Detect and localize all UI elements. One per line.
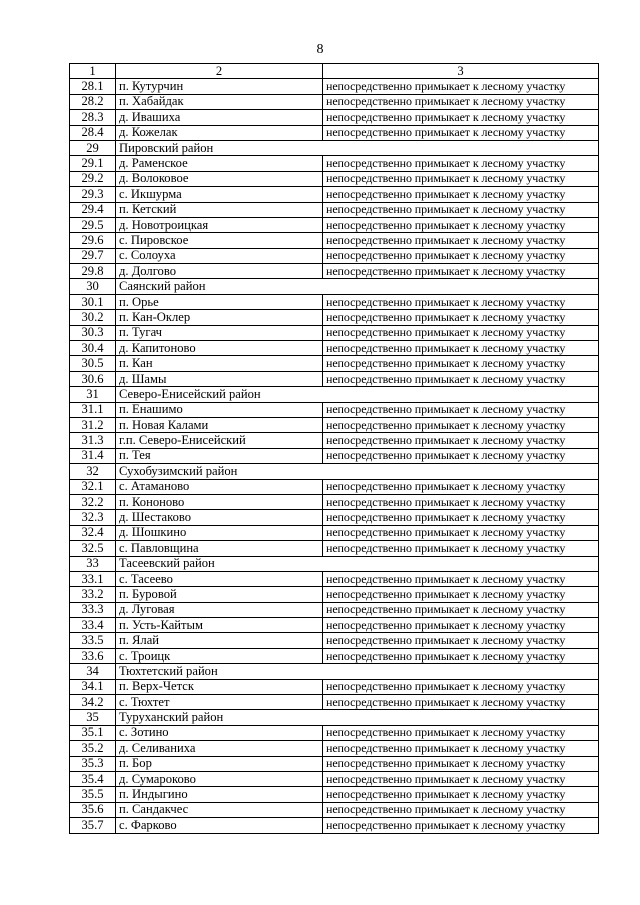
row-number: 29.3 xyxy=(70,187,116,202)
settlement-name: г.п. Северо-Енисейский xyxy=(116,433,323,448)
row-number: 30.5 xyxy=(70,356,116,371)
settlement-name: с. Тасеево xyxy=(116,571,323,586)
row-number: 31.3 xyxy=(70,433,116,448)
settlement-note: непосредственно примыкает к лесному участку xyxy=(323,633,599,648)
row-number: 28.2 xyxy=(70,94,116,109)
settlement-name: с. Павловщина xyxy=(116,541,323,556)
row-number: 35.4 xyxy=(70,771,116,786)
district-name: Тасеевский район xyxy=(116,556,599,571)
settlement-note: непосредственно примыкает к лесному участку xyxy=(323,648,599,663)
table-row xyxy=(70,787,599,802)
row-number: 31.4 xyxy=(70,448,116,463)
settlement-name: п. Енашимо xyxy=(116,402,323,417)
settlement-name: п. Кононово xyxy=(116,494,323,509)
row-number: 33 xyxy=(70,556,116,571)
table-row xyxy=(70,341,599,356)
settlement-note: непосредственно примыкает к лесному участку xyxy=(323,187,599,202)
row-number: 34.1 xyxy=(70,679,116,694)
settlement-name: п. Кутурчин xyxy=(116,79,323,94)
settlement-note: непосредственно примыкает к лесному участку xyxy=(323,602,599,617)
settlement-name: д. Селиваниха xyxy=(116,741,323,756)
settlement-note: непосредственно примыкает к лесному участку xyxy=(323,217,599,232)
row-number: 30.3 xyxy=(70,325,116,340)
settlement-note: непосредственно примыкает к лесному участку xyxy=(323,248,599,263)
settlement-name: д. Долгово xyxy=(116,264,323,279)
header-col-1: 1 xyxy=(70,64,116,79)
settlement-name: с. Троицк xyxy=(116,648,323,663)
settlement-note: непосредственно примыкает к лесному участку xyxy=(323,233,599,248)
table-row xyxy=(70,602,599,617)
settlement-note: непосредственно примыкает к лесному участку xyxy=(323,125,599,140)
row-number: 32.3 xyxy=(70,510,116,525)
table-row xyxy=(70,618,599,633)
table-row xyxy=(70,494,599,509)
table-row xyxy=(70,695,599,710)
settlement-name: п. Усть-Кайтым xyxy=(116,618,323,633)
table-row xyxy=(70,110,599,125)
table-row xyxy=(70,79,599,94)
settlement-name: д. Шестаково xyxy=(116,510,323,525)
header-col-3: 3 xyxy=(323,64,599,79)
table-row xyxy=(70,587,599,602)
table-row xyxy=(70,433,599,448)
settlement-name: п. Хабайдак xyxy=(116,94,323,109)
table-row xyxy=(70,156,599,171)
row-number: 33.1 xyxy=(70,571,116,586)
table-header-row xyxy=(70,64,599,79)
settlement-name: с. Атаманово xyxy=(116,479,323,494)
row-number: 35 xyxy=(70,710,116,725)
settlement-note: непосредственно примыкает к лесному участку xyxy=(323,510,599,525)
table-row xyxy=(70,233,599,248)
table-row xyxy=(70,402,599,417)
row-number: 34 xyxy=(70,664,116,679)
settlement-name: с. Тюхтет xyxy=(116,695,323,710)
settlement-note: непосредственно примыкает к лесному участку xyxy=(323,587,599,602)
row-number: 29.7 xyxy=(70,248,116,263)
settlement-name: п. Новая Калами xyxy=(116,417,323,432)
row-number: 35.7 xyxy=(70,818,116,833)
settlement-name: с. Пировское xyxy=(116,233,323,248)
district-row xyxy=(70,387,599,402)
settlement-name: с. Фарково xyxy=(116,818,323,833)
table-row xyxy=(70,756,599,771)
row-number: 33.2 xyxy=(70,587,116,602)
row-number: 35.1 xyxy=(70,725,116,740)
settlement-note: непосредственно примыкает к лесному участку xyxy=(323,787,599,802)
settlement-note: непосредственно примыкает к лесному участку xyxy=(323,110,599,125)
settlement-note: непосредственно примыкает к лесному участку xyxy=(323,325,599,340)
district-row xyxy=(70,140,599,155)
row-number: 29.6 xyxy=(70,233,116,248)
settlement-note: непосредственно примыкает к лесному участку xyxy=(323,618,599,633)
table-row xyxy=(70,818,599,833)
settlement-note: непосредственно примыкает к лесному участку xyxy=(323,433,599,448)
district-name: Сухобузимский район xyxy=(116,464,599,479)
row-number: 30 xyxy=(70,279,116,294)
row-number: 29.2 xyxy=(70,171,116,186)
row-number: 33.3 xyxy=(70,602,116,617)
row-number: 33.6 xyxy=(70,648,116,663)
district-row xyxy=(70,556,599,571)
table-row xyxy=(70,171,599,186)
row-number: 35.5 xyxy=(70,787,116,802)
row-number: 30.6 xyxy=(70,371,116,386)
settlement-note: непосредственно примыкает к лесному участку xyxy=(323,171,599,186)
table-row xyxy=(70,325,599,340)
settlement-name: п. Сандакчес xyxy=(116,802,323,817)
table-row xyxy=(70,371,599,386)
settlement-name: д. Шошкино xyxy=(116,525,323,540)
table-row xyxy=(70,448,599,463)
row-number: 32.1 xyxy=(70,479,116,494)
district-row xyxy=(70,710,599,725)
settlement-note: непосредственно примыкает к лесному участку xyxy=(323,725,599,740)
settlement-name: с. Зотино xyxy=(116,725,323,740)
table-row xyxy=(70,725,599,740)
settlement-name: п. Кетский xyxy=(116,202,323,217)
settlement-name: п. Индыгино xyxy=(116,787,323,802)
district-name: Тюхтетский район xyxy=(116,664,599,679)
header-col-2: 2 xyxy=(116,64,323,79)
settlement-name: д. Новотроицкая xyxy=(116,217,323,232)
table-row xyxy=(70,633,599,648)
district-name: Северо-Енисейский район xyxy=(116,387,599,402)
settlement-name: п. Кан xyxy=(116,356,323,371)
row-number: 31.1 xyxy=(70,402,116,417)
table-row xyxy=(70,802,599,817)
settlement-name: с. Икшурма xyxy=(116,187,323,202)
settlement-note: непосредственно примыкает к лесному участку xyxy=(323,679,599,694)
settlement-note: непосредственно примыкает к лесному участку xyxy=(323,571,599,586)
settlement-note: непосредственно примыкает к лесному участку xyxy=(323,356,599,371)
settlement-note: непосредственно примыкает к лесному участку xyxy=(323,79,599,94)
row-number: 29.8 xyxy=(70,264,116,279)
settlement-note: непосредственно примыкает к лесному участку xyxy=(323,818,599,833)
settlement-note: непосредственно примыкает к лесному участку xyxy=(323,541,599,556)
settlement-name: д. Раменское xyxy=(116,156,323,171)
settlement-name: п. Ялай xyxy=(116,633,323,648)
table-row xyxy=(70,248,599,263)
settlement-name: п. Кан-Оклер xyxy=(116,310,323,325)
table-row xyxy=(70,541,599,556)
row-number: 33.4 xyxy=(70,618,116,633)
settlement-note: непосредственно примыкает к лесному участку xyxy=(323,341,599,356)
settlement-name: д. Луговая xyxy=(116,602,323,617)
table-row xyxy=(70,125,599,140)
settlement-note: непосредственно примыкает к лесному участку xyxy=(323,695,599,710)
settlement-name: п. Бор xyxy=(116,756,323,771)
table-row xyxy=(70,525,599,540)
row-number: 34.2 xyxy=(70,695,116,710)
row-number: 28.4 xyxy=(70,125,116,140)
table-row xyxy=(70,679,599,694)
row-number: 29.4 xyxy=(70,202,116,217)
settlement-note: непосредственно примыкает к лесному участку xyxy=(323,771,599,786)
district-row xyxy=(70,464,599,479)
settlement-note: непосредственно примыкает к лесному участку xyxy=(323,525,599,540)
settlement-name: д. Ивашиха xyxy=(116,110,323,125)
settlements-table xyxy=(69,63,599,834)
table-row xyxy=(70,417,599,432)
settlement-note: непосредственно примыкает к лесному участку xyxy=(323,494,599,509)
settlement-name: д. Шамы xyxy=(116,371,323,386)
table-row xyxy=(70,217,599,232)
settlement-note: непосредственно примыкает к лесному участку xyxy=(323,802,599,817)
row-number: 30.2 xyxy=(70,310,116,325)
table-row xyxy=(70,571,599,586)
settlement-note: непосредственно примыкает к лесному участку xyxy=(323,741,599,756)
row-number: 31 xyxy=(70,387,116,402)
row-number: 35.3 xyxy=(70,756,116,771)
table-row xyxy=(70,202,599,217)
settlement-name: п. Тугач xyxy=(116,325,323,340)
table-row xyxy=(70,648,599,663)
settlement-note: непосредственно примыкает к лесному участку xyxy=(323,479,599,494)
row-number: 35.6 xyxy=(70,802,116,817)
settlement-note: непосредственно примыкает к лесному участку xyxy=(323,310,599,325)
row-number: 29.1 xyxy=(70,156,116,171)
table-body xyxy=(70,64,599,834)
row-number: 29 xyxy=(70,140,116,155)
row-number: 32 xyxy=(70,464,116,479)
table-row xyxy=(70,356,599,371)
settlement-name: п. Буровой xyxy=(116,587,323,602)
row-number: 32.4 xyxy=(70,525,116,540)
row-number: 33.5 xyxy=(70,633,116,648)
settlement-note: непосредственно примыкает к лесному участку xyxy=(323,417,599,432)
settlement-note: непосредственно примыкает к лесному участку xyxy=(323,264,599,279)
table-row xyxy=(70,94,599,109)
settlement-name: п. Тея xyxy=(116,448,323,463)
settlement-name: д. Капитоново xyxy=(116,341,323,356)
row-number: 32.2 xyxy=(70,494,116,509)
table-row xyxy=(70,510,599,525)
settlement-note: непосредственно примыкает к лесному участку xyxy=(323,202,599,217)
settlement-note: непосредственно примыкает к лесному участку xyxy=(323,156,599,171)
settlement-name: п. Орье xyxy=(116,294,323,309)
table-row xyxy=(70,479,599,494)
table-row xyxy=(70,771,599,786)
settlement-name: д. Волоковое xyxy=(116,171,323,186)
district-name: Пировский район xyxy=(116,140,599,155)
district-name: Туруханский район xyxy=(116,710,599,725)
table-row xyxy=(70,310,599,325)
settlement-note: непосредственно примыкает к лесному участку xyxy=(323,402,599,417)
row-number: 28.3 xyxy=(70,110,116,125)
row-number: 32.5 xyxy=(70,541,116,556)
page-number: 8 xyxy=(316,42,324,57)
settlement-name: д. Кожелак xyxy=(116,125,323,140)
settlement-note: непосредственно примыкает к лесному участку xyxy=(323,94,599,109)
table-row xyxy=(70,264,599,279)
settlement-note: непосредственно примыкает к лесному участку xyxy=(323,371,599,386)
row-number: 30.4 xyxy=(70,341,116,356)
row-number: 28.1 xyxy=(70,79,116,94)
settlement-name: с. Солоуха xyxy=(116,248,323,263)
settlement-name: д. Сумароково xyxy=(116,771,323,786)
district-row xyxy=(70,279,599,294)
row-number: 29.5 xyxy=(70,217,116,232)
district-row xyxy=(70,664,599,679)
table-row xyxy=(70,741,599,756)
settlement-note: непосредственно примыкает к лесному участку xyxy=(323,448,599,463)
settlement-name: п. Верх-Четск xyxy=(116,679,323,694)
settlement-note: непосредственно примыкает к лесному участку xyxy=(323,756,599,771)
district-name: Саянский район xyxy=(116,279,599,294)
row-number: 35.2 xyxy=(70,741,116,756)
settlement-note: непосредственно примыкает к лесному участку xyxy=(323,294,599,309)
table-row xyxy=(70,187,599,202)
table-row xyxy=(70,294,599,309)
row-number: 31.2 xyxy=(70,417,116,432)
row-number: 30.1 xyxy=(70,294,116,309)
